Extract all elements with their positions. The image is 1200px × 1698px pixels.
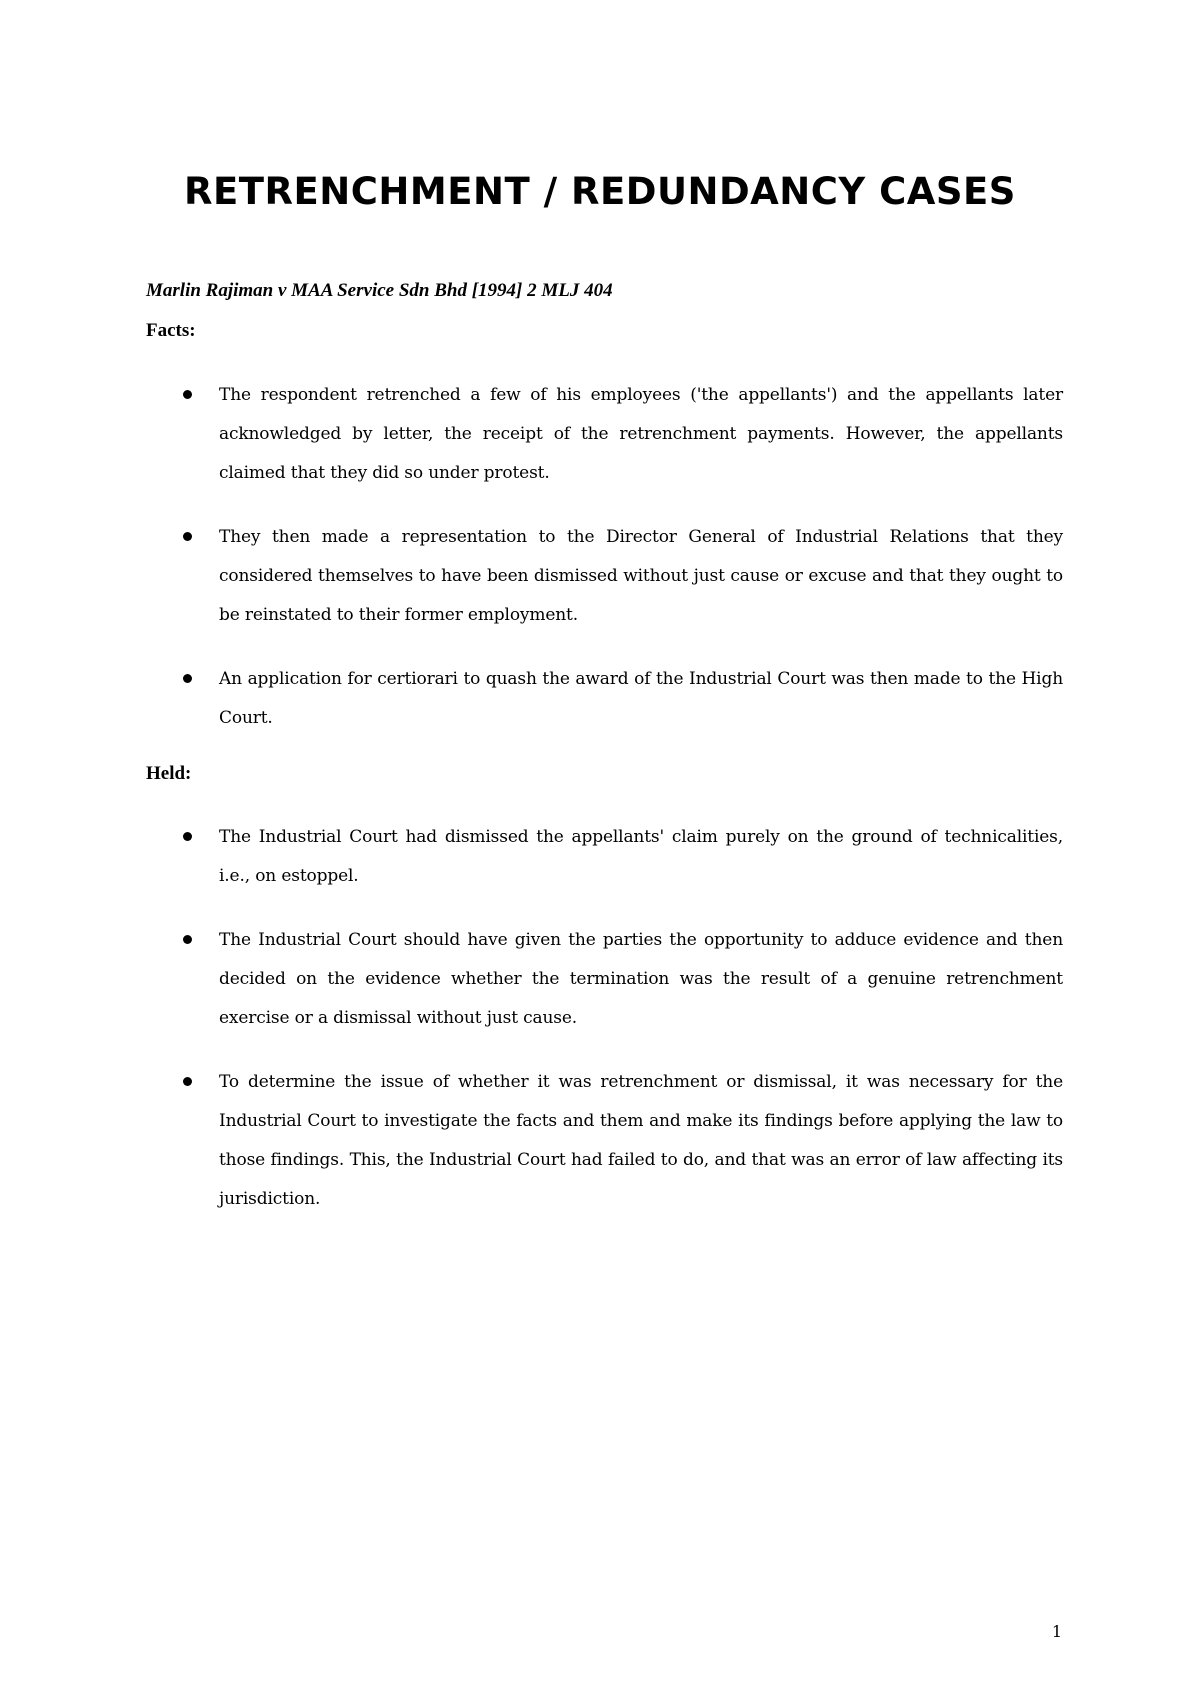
list-item (175, 660, 1063, 738)
bullet-icon (183, 674, 192, 683)
list-item (175, 376, 1063, 493)
list-item-text: The Industrial Court should have given the parties the opportunity to adduce evidence and then decided on the evidence whether the termination was the result of a genuine retrenchment exercise or a dismissal without just cause. (219, 930, 1063, 1028)
bullet-icon (183, 1077, 192, 1086)
page-number: 1 (1051, 1622, 1062, 1641)
list-item (175, 518, 1063, 635)
case-citation: Marlin Rajiman v MAA Service Sdn Bhd [1994] 2 MLJ 404 (146, 280, 613, 301)
list-item-text: An application for certiorari to quash the award of the Industrial Court was then made to the High Court. (219, 669, 1063, 728)
list-item (175, 818, 1063, 896)
bullet-icon (183, 390, 192, 399)
list-item-text: The Industrial Court had dismissed the appellants' claim purely on the ground of technicalities, i.e., on estoppel. (219, 827, 1063, 886)
bullet-icon (183, 532, 192, 541)
list-item (175, 921, 1063, 1038)
bullet-icon (183, 935, 192, 944)
list-item (175, 1063, 1063, 1219)
held-list (175, 818, 1063, 1244)
list-item-text: To determine the issue of whether it was retrenchment or dismissal, it was necessary for the Industrial Court to investigate the facts and them and make its findings before applying the law to those findings. This, the Industrial Court had failed to do, and that was an error of law affecting its jurisdiction. (219, 1072, 1063, 1209)
held-heading: Held: (146, 763, 192, 784)
bullet-icon (183, 832, 192, 841)
document-title: RETRENCHMENT / REDUNDANCY CASES (184, 170, 1016, 213)
facts-list (175, 376, 1063, 763)
facts-heading: Facts: (146, 320, 196, 341)
list-item-text: The respondent retrenched a few of his employees ('the appellants') and the appellants later acknowledged by letter, the receipt of the retrenchment payments. However, the appellants claimed that they did so under protest. (219, 385, 1063, 483)
list-item-text: They then made a representation to the Director General of Industrial Relations that they considered themselves to have been dismissed without just cause or excuse and that they ought to be reinstated to their former employment. (219, 527, 1063, 625)
